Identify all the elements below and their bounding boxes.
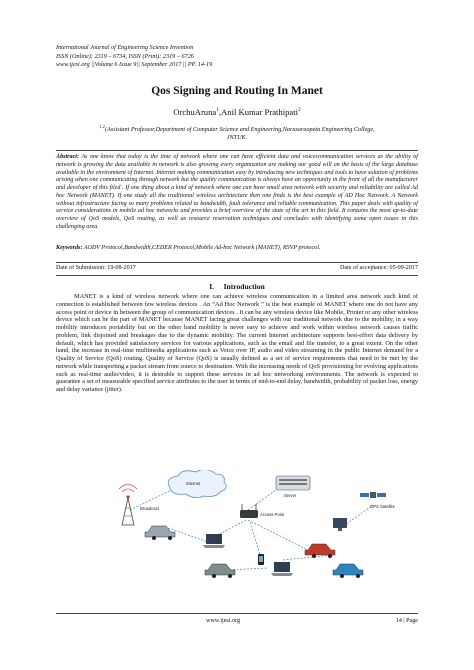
desktop-computer-icon: [333, 518, 347, 531]
link-phone-car: [283, 555, 333, 560]
section-heading: [56, 282, 418, 291]
journal-issn: ISSN (Online): 2319 – 6734, ISSN (Print): 2319 – 6726: [56, 52, 194, 60]
paper-authors: [56, 107, 418, 117]
affiliation-line-1: (Assistant Professor,Department of Computer Science and Engineering,Narasaraopeta Engineering College,: [104, 126, 375, 134]
date-acceptance: Date of acceptance: 05-09-2017: [340, 265, 418, 271]
footer-url: www.ijesi.org: [206, 618, 241, 624]
author-2-sup: 2: [297, 107, 301, 114]
keywords-text: AODV Protocol,Bandwidth,CEDER Protocol,Mobile Ad-hoc Network (MANET), RSVP protocol.: [83, 245, 321, 251]
intro-paragraph-1: MANET is a kind of wireless network where one can achieve wireless communication in a limited area network such kind of connection is established between few wireless devices . An “Ad Hoc Network ” is the best example of MANET where one do not have any access point or device in between the group of communication devices . It can be any wireless device like Mobile, Printer or any other wireless device which can be the part of MANET because MANET facing great challenges with our traditional network due to the mobility, in a way mobility introduces portability but on the other hand mobility is never easy to achieve and work within wireless network causes traffic problem, link disjoined and breakages due to the dynamic mobility. The current Internet architecture supports best-effort data delivery by default, which has provided satisfactory services for various applications, such as the email and file transfer, to a great extent. On the other hand, the increase in real-time multimedia applications such as Voice over IP, audio and video streaming in the public Internet demand for a Quality of Service (QoS) routing. Quality of Service (QoS) is usually defined as a set of service requirements that need to be met by the network while transporting a packet stream from source to destination. With the increasing needs of QoS provisioning for evolving applications such as real-time audio/video, it is desirable to support these services in ad hoc networking environments. The network is expected to guarantee a set of measurable specified service attributes to the user in terms of end-to-end delay, bandwidth, probability of packet loss, energy and delay variance (jitter).: [56, 293, 418, 393]
affiliation-sup: 1,2: [99, 124, 105, 129]
car-icon-4: [333, 564, 363, 578]
introduction-body: [56, 293, 418, 394]
affiliation: [56, 123, 418, 141]
link-ap-server: [248, 490, 276, 510]
keywords-label: Keywords:: [56, 245, 83, 251]
link-ap-phone: [250, 522, 260, 555]
abstract-text: As one know that today is the time of network where one can have efficient data and voicecommunication services as the ability of network is growing the data available in network is also growing every organization are making our good will on the basis of the large database available in the environment of Internet. Internet making communication easy by introducing new techniques and tools to have solution of problems arising when one communicating through network but the quality communication is always have an opportunity in the front of all the manufacturer and developer of this filed . If one thing about a kind of network where one can have small area network with security and reliability are called Ad hoc Network (MANET). If one study all the traditional wireless architecture then one finds is the best example of AD Hoc Network. A Network without infrastructure facing so many problems related to bandwidth, fault tolerance and reliable communication. This paper deals with quality of service considerations in mobile ad hoc networks and provides a brief overview of the state of the art in this field. It contains the most up-to-date overview of QoS models, QoS routing, as well as resource reservation techniques and concludes with identifying some open issues in this challenging area.: [56, 154, 418, 230]
server-label: Server: [284, 493, 297, 498]
abstract: [56, 154, 418, 232]
section-title: Introduction: [223, 282, 265, 291]
access-point-icon: [240, 504, 285, 518]
server-icon: [276, 476, 310, 498]
mobile-phone-icon: [258, 554, 264, 565]
internet-cloud-icon: [168, 470, 226, 498]
keywords: [56, 245, 418, 253]
laptop-icon: [203, 534, 225, 548]
broadcast-label: Broadcast: [140, 506, 159, 511]
author-2: ,Anil Kumar Prathipati: [218, 107, 298, 117]
date-submission: Date of Submission: 19-08-2017: [56, 265, 136, 271]
broadcast-tower-icon: [119, 485, 160, 526]
abstract-label: Abstract:: [56, 154, 80, 160]
laptop-icon-2: [271, 562, 293, 576]
access-point-label: Access Point: [260, 512, 285, 517]
paper-title: Qos Signing and Routing In Manet: [151, 85, 323, 97]
link-bottom: [226, 568, 268, 570]
car-icon-2: [305, 544, 335, 558]
dates-top-rule: [56, 262, 418, 263]
abstract-top-rule: [56, 150, 418, 151]
car-icon: [145, 526, 175, 540]
manet-network-figure: [108, 470, 408, 582]
author-1-sup: 1: [216, 107, 219, 114]
footer-rule: [56, 613, 418, 614]
dates-bottom-rule: [56, 275, 418, 276]
footer-page: 14 | Page: [395, 618, 418, 624]
journal-name: International Journal of Engineering Science Invention: [56, 44, 194, 51]
gps-satellite-label: GPS Satellite: [370, 504, 395, 509]
journal-header: [56, 44, 418, 70]
journal-issue: www.ijesi.org ||Volume 6 Issue 9|| September 2017 || PP. 14-19: [56, 61, 213, 69]
car-icon-3: [205, 564, 235, 578]
gps-satellite-icon: [360, 492, 396, 509]
internet-label: Internet: [186, 481, 201, 486]
affiliation-line-2: JNTUK.: [226, 133, 248, 141]
section-number: I.: [209, 282, 215, 291]
author-1: OrchuAruna: [173, 107, 217, 117]
